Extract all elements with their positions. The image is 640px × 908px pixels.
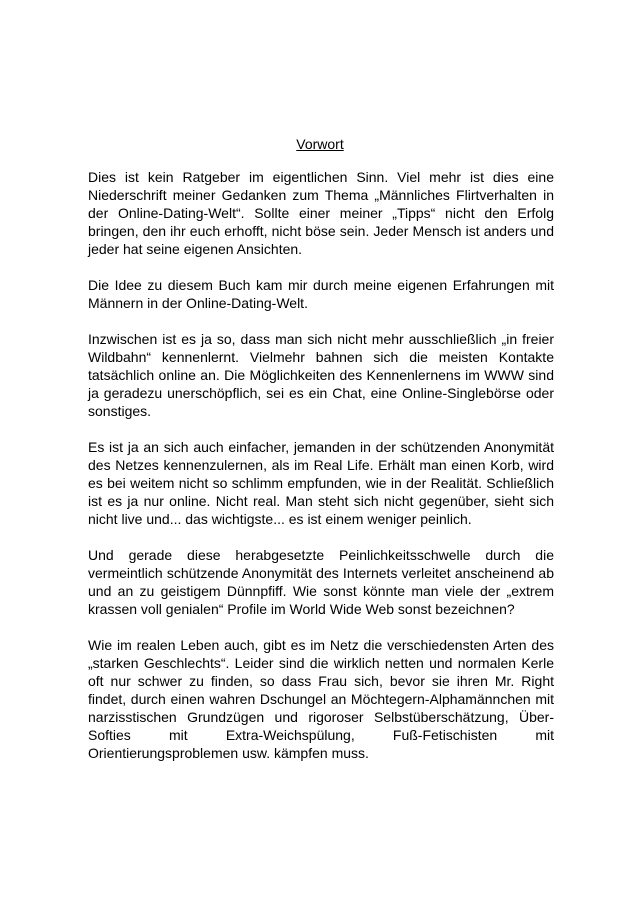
paragraph-5: Und gerade diese herabgesetzte Peinlichkeitsschwelle durch die vermeintlich schützende Anonymität des Internets verleitet anscheinend ab und an zu geistigem Dünnpfiff. Wie sonst könnte man viele der „extrem krassen voll genialen“ Profile im World Wide Web sonst bezeichnen? (88, 547, 554, 617)
paragraph-1: Dies ist kein Ratgeber im eigentlichen Sinn. Viel mehr ist dies eine Niederschrift meiner Gedanken zum Thema „Männliches Flirtverhalten in der Online-Dating-Welt“. Sollte einer meiner „Tipps“ nicht den Erfolg bringen, den ihr euch erhofft, nicht böse sein. Jeder Mensch ist anders und jeder hat seine eigenen Ansichten. (88, 169, 554, 257)
paragraph-2: Die Idee zu diesem Buch kam mir durch meine eigenen Erfahrungen mit Männern in der Online-Dating-Welt. (88, 277, 554, 311)
paragraph-6: Wie im realen Leben auch, gibt es im Netz die verschiedensten Arten des „starken Geschlechts“. Leider sind die wirklich netten und normalen Kerle oft nur schwer zu finden, so dass Frau sich, bevor sie ihren Mr. Right findet, durch einen wahren Dschungel an Möchtegern-Alphamännchen mit narzisstischen Grundzügen und rigoroser Selbstüberschätzung, Über-Softies mit Extra-Weichspülung, Fuß-Fetischisten mit Orientierungsproblemen usw. kämpfen muss. (88, 637, 554, 761)
paragraph-3: Inzwischen ist es ja so, dass man sich nicht mehr ausschließlich „in freier Wildbahn“ kennenlernt. Vielmehr bahnen sich die meisten Kontakte tatsächlich online an. Die Möglichkeiten des Kennenlernens im WWW sind ja geradezu unerschöpflich, sei es ein Chat, eine Online-Singlebörse oder sonstiges. (88, 331, 554, 419)
paragraph-4: Es ist ja an sich auch einfacher, jemanden in der schützenden Anonymität des Netzes kennenzulernen, als im Real Life. Erhält man einen Korb, wird es bei weitem nicht so schlimm empfunden, wie in der Realität. Schließlich ist es ja nur online. Nicht real. Man steht sich nicht gegenüber, sieht sich nicht live und... das wichtigste... es ist einem weniger peinlich. (88, 439, 554, 527)
body-text (88, 168, 554, 780)
page-title: Vorwort (296, 136, 344, 152)
